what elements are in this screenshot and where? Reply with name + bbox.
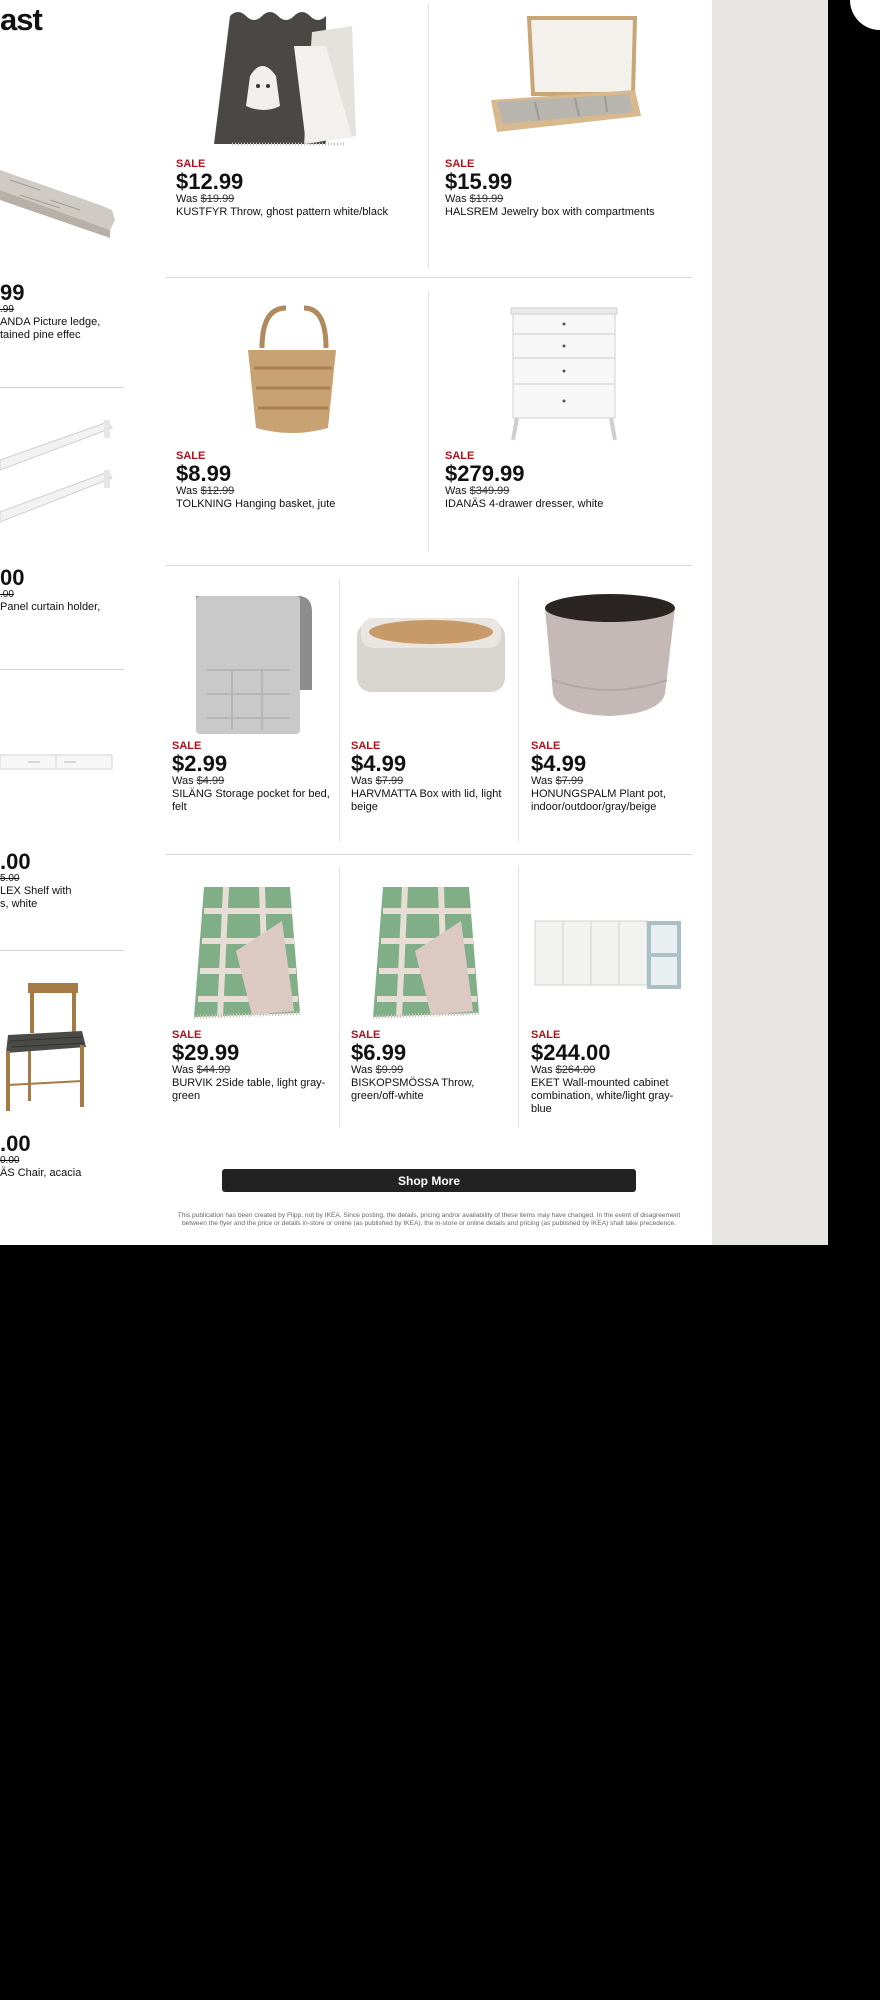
product-card[interactable] (531, 881, 691, 1141)
left-was-price: 0.00 (0, 1155, 20, 1166)
was-price (351, 775, 511, 788)
sale-label: SALE (445, 158, 475, 170)
product-card[interactable] (445, 298, 685, 558)
left-name-line: LEX Shelf with (0, 885, 72, 897)
was-price (176, 193, 416, 206)
left-name-line: ANDA Picture ledge, (0, 316, 101, 328)
disclaimer-text: This publication has been created by Flipp, not by IKEA. Since posting, the details, pricing and/or availability of these items may have changed. In the event of disagreement between the flyer and the price or details in-store or online (as published by IKEA), the in-store or online details and pricing (as published by IKEA) shall take precedence. (177, 1212, 681, 1227)
sale-label: SALE (172, 1029, 202, 1041)
left-product-4[interactable] (0, 1133, 124, 1180)
was-label: Was (172, 1064, 194, 1076)
product-name: HARVMATTA Box with lid, light beige (351, 788, 502, 813)
was-amount: $19.99 (469, 193, 504, 205)
product-card[interactable] (172, 881, 332, 1141)
price: $8.99 (176, 461, 232, 486)
left-name-line: tained pine effec (0, 329, 81, 341)
shop-more-button[interactable]: Shop More (222, 1169, 636, 1192)
was-label: Was (176, 193, 198, 205)
was-amount: $44.99 (196, 1064, 231, 1076)
basket-image (176, 298, 416, 448)
dresser-image (445, 298, 685, 448)
price: $279.99 (445, 461, 525, 486)
divider (166, 565, 692, 566)
product-card[interactable] (445, 6, 685, 276)
was-label: Was (445, 485, 467, 497)
sale-label: SALE (531, 1029, 561, 1041)
divider (428, 290, 429, 552)
was-amount: $12.99 (200, 485, 235, 497)
was-label: Was (176, 485, 198, 497)
left-was-price: .99 (0, 304, 14, 315)
divider (0, 387, 124, 388)
price: $4.99 (351, 751, 407, 776)
jewelry-box-image (445, 6, 685, 156)
divider (518, 578, 519, 842)
product-name: HONUNGSPALM Plant pot, indoor/outdoor/gray/beige (531, 788, 666, 813)
sale-label: SALE (445, 450, 475, 462)
price: $4.99 (531, 751, 587, 776)
was-price (172, 1064, 332, 1077)
left-price: .00 (0, 849, 31, 874)
section-heading: ast (0, 2, 42, 37)
was-label: Was (351, 775, 373, 787)
was-amount: $19.99 (200, 193, 235, 205)
product-name: BISKOPSMÖSSA Throw, green/off-white (351, 1077, 475, 1102)
was-label: Was (531, 1064, 553, 1076)
was-amount: $349.99 (469, 485, 510, 497)
chair-image[interactable] (0, 975, 124, 1120)
was-amount: $4.99 (196, 775, 225, 787)
left-name-line: s, white (0, 898, 38, 910)
was-amount: $9.99 (375, 1064, 404, 1076)
was-label: Was (351, 1064, 373, 1076)
divider (339, 578, 340, 842)
divider (166, 854, 692, 855)
price: $15.99 (445, 169, 513, 194)
was-price (531, 1064, 691, 1077)
left-product-1[interactable] (0, 282, 124, 342)
left-price: 99 (0, 280, 25, 305)
left-product-2[interactable] (0, 567, 124, 614)
was-price (172, 775, 332, 788)
plaid-throw-image (351, 881, 511, 1031)
divider (0, 950, 124, 951)
product-card[interactable] (351, 881, 511, 1141)
product-card[interactable] (531, 590, 691, 850)
divider (518, 866, 519, 1128)
side-panel (712, 0, 828, 1245)
price: $12.99 (176, 169, 244, 194)
product-card[interactable] (351, 590, 511, 850)
divider (0, 669, 124, 670)
shelf-image[interactable] (0, 735, 124, 790)
throw-ghost-image (176, 6, 416, 156)
product-name: TOLKNING Hanging basket, jute (176, 498, 336, 510)
divider (166, 277, 692, 278)
product-name: IDANÄS 4-drawer dresser, white (445, 498, 604, 510)
was-price (531, 775, 691, 788)
was-price (445, 193, 685, 206)
was-amount: $264.00 (555, 1064, 596, 1076)
left-price: 00 (0, 565, 25, 590)
sale-label: SALE (176, 158, 206, 170)
was-amount: $7.99 (555, 775, 584, 787)
product-card[interactable] (172, 590, 332, 850)
left-price: .00 (0, 1131, 31, 1156)
product-name: SILÄNG Storage pocket for bed, felt (172, 788, 330, 813)
wall-cabinet-image (531, 881, 691, 1031)
left-was-price: .00 (0, 589, 14, 600)
product-card[interactable] (176, 6, 416, 276)
divider (339, 866, 340, 1128)
price: $244.00 (531, 1040, 611, 1065)
was-label: Was (531, 775, 553, 787)
box-lid-image (351, 590, 511, 740)
left-name-line: ÄS Chair, acacia (0, 1167, 82, 1179)
was-label: Was (172, 775, 194, 787)
divider (428, 4, 429, 268)
product-name: HALSREM Jewelry box with compartments (445, 206, 655, 218)
sale-label: SALE (531, 740, 561, 752)
price: $29.99 (172, 1040, 240, 1065)
was-price (176, 485, 416, 498)
corner-shape (850, 0, 880, 30)
sale-label: SALE (351, 740, 381, 752)
was-label: Was (445, 193, 467, 205)
was-price (351, 1064, 511, 1077)
sale-label: SALE (176, 450, 206, 462)
curtain-holder-image[interactable] (0, 412, 124, 537)
left-product-3[interactable] (0, 851, 124, 911)
sale-label: SALE (351, 1029, 381, 1041)
storage-pocket-image (172, 590, 332, 740)
left-was-price: 5.00 (0, 873, 20, 884)
picture-ledge-image[interactable] (0, 150, 124, 245)
plaid-throw-image (172, 881, 332, 1031)
product-card[interactable] (176, 298, 416, 558)
price: $2.99 (172, 751, 228, 776)
price: $6.99 (351, 1040, 407, 1065)
sale-label: SALE (172, 740, 202, 752)
was-price (445, 485, 685, 498)
was-amount: $7.99 (375, 775, 404, 787)
product-name: EKET Wall-mounted cabinet combination, white/light gray-blue (531, 1077, 674, 1115)
product-name: BURVIK 2Side table, light gray-green (172, 1077, 326, 1102)
left-name-line: Panel curtain holder, (0, 601, 101, 613)
plant-pot-image (531, 590, 691, 740)
product-name: KUSTFYR Throw, ghost pattern white/black (176, 206, 388, 218)
